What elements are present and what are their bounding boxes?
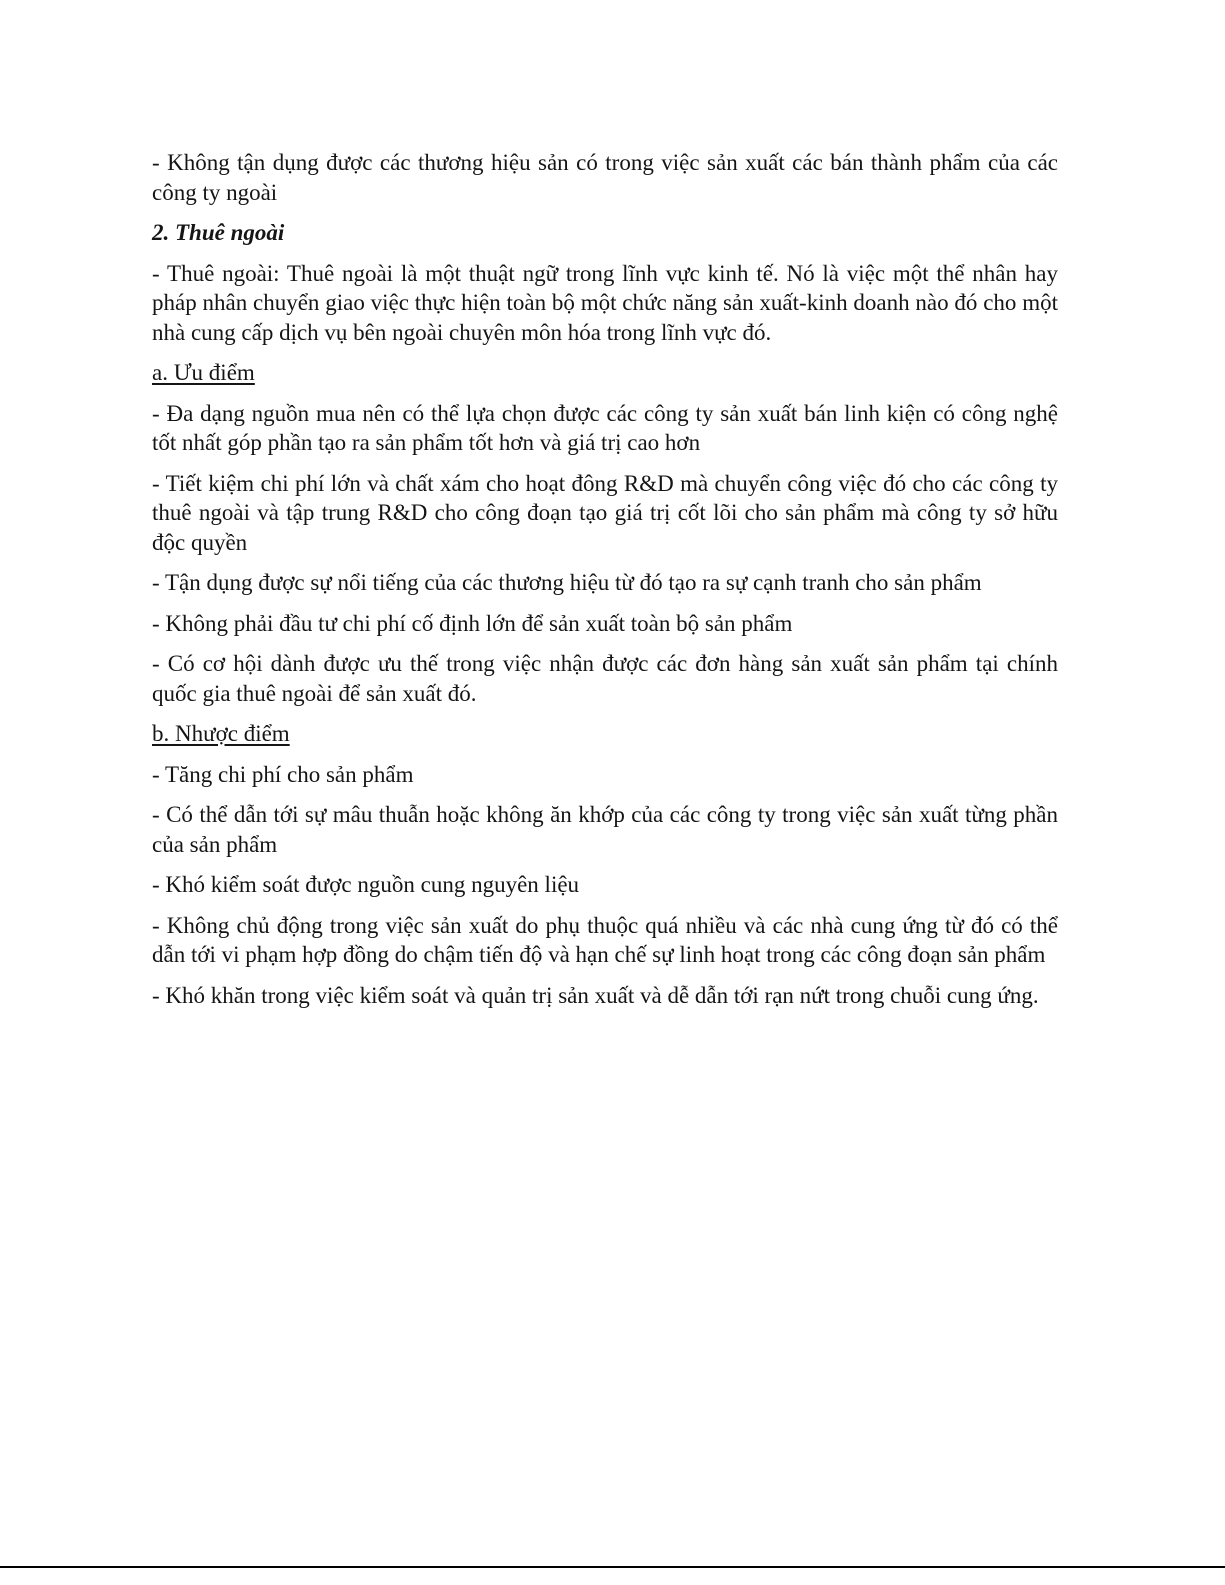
disadvantage-item: - Khó khăn trong việc kiểm soát và quản trị sản xuất và dễ dẫn tới rạn nứt trong chuỗi cung ứng. (152, 982, 1039, 1008)
advantages-title: a. Ưu điểm (152, 360, 255, 385)
advantage-item: - Tận dụng được sự nổi tiếng của các thương hiệu từ đó tạo ra sự cạnh tranh cho sản phẩm (152, 570, 982, 595)
advantage-item: - Đa dạng nguồn mua nên có thể lựa chọn được các công ty sản xuất bán linh kiện có công nghệ tốt nhất góp phần tạo ra sản phẩm tốt hơn và giá trị cao hơn (152, 400, 1058, 455)
disadvantages-title: b. Nhược điểm (152, 721, 290, 746)
disadvantage-item: - Khó kiểm soát được nguồn cung nguyên liệu (152, 872, 580, 897)
section-title: 2. Thuê ngoài (152, 220, 285, 245)
disadvantage-item: - Không chủ động trong việc sản xuất do phụ thuộc quá nhiều và các nhà cung ứng từ đó có thể dẫn tới vi phạm hợp đồng do chậm tiến độ và hạn chế sự linh hoạt trong các công đoạn sản phẩm (152, 912, 1058, 967)
disadvantage-item: - Tăng chi phí cho sản phẩm (152, 761, 414, 787)
disadvantage-item: - Có thể dẫn tới sự mâu thuẫn hoặc không ăn khớp của các công ty trong việc sản xuất từng phần của sản phẩm (152, 802, 1058, 857)
advantage-item: - Có cơ hội dành được ưu thế trong việc nhận được các đơn hàng sản xuất sản phẩm tại chính quốc gia thuê ngoài để sản xuất đó. (152, 651, 1058, 706)
bottom-divider (0, 1566, 1225, 1568)
document-body (152, 148, 1058, 1021)
intro-bullet: - Không tận dụng được các thương hiệu sản có trong việc sản xuất các bán thành phẩm của các công ty ngoài (152, 150, 1058, 205)
advantage-item: - Không phải đầu tư chi phí cố định lớn để sản xuất toàn bộ sản phẩm (152, 610, 793, 636)
definition-paragraph: - Thuê ngoài: Thuê ngoài là một thuật ngữ trong lĩnh vực kinh tế. Nó là việc một thể nhân hay pháp nhân chuyển giao việc thực hiện toàn bộ một chức năng sản xuất-kinh doanh nào đó cho một nhà cung cấp dịch vụ bên ngoài chuyên môn hóa trong lĩnh vực đó. (152, 260, 1058, 345)
advantage-item: - Tiết kiệm chi phí lớn và chất xám cho hoạt đông R&D mà chuyển công việc đó cho các công ty thuê ngoài và tập trung R&D cho công đoạn tạo giá trị cốt lõi cho sản phẩm mà công ty sở hữu độc quyền (152, 470, 1058, 555)
